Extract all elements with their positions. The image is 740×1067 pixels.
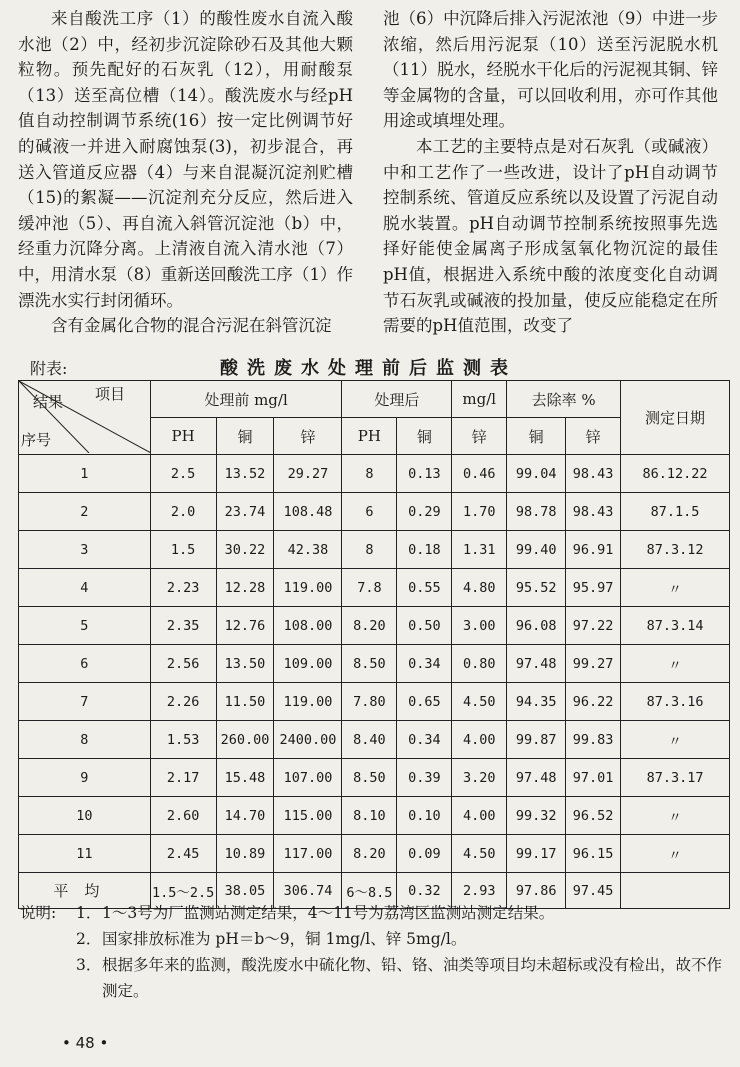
table-row [19, 683, 730, 721]
cell-removal-cu: 99.04 [507, 455, 566, 493]
cell-before-ph: 2.23 [150, 569, 216, 607]
cell-seq: 5 [19, 607, 151, 645]
table-row [19, 797, 730, 835]
notes-section [20, 900, 725, 1004]
cell-after-ph: 6 [342, 493, 397, 531]
cell-date: 〃 [621, 797, 730, 835]
cell-removal-zn: 96.52 [566, 797, 621, 835]
subhead-cu: 铜 [507, 418, 566, 455]
cell-date: 〃 [621, 645, 730, 683]
cell-before-zn: 109.00 [274, 645, 342, 683]
before-header: 处理前 mg/l [150, 381, 342, 418]
cell-date: 〃 [621, 835, 730, 873]
cell-before-zn: 115.00 [274, 797, 342, 835]
cell-seq: 11 [19, 835, 151, 873]
cell-after-zn: 1.31 [452, 531, 507, 569]
subhead-ph: PH [342, 418, 397, 455]
cell-before-cu: 11.50 [216, 683, 274, 721]
cell-after-zn: 2.93 [452, 873, 507, 909]
cell-removal-zn: 99.83 [566, 721, 621, 759]
after-unit-header: mg/l [452, 381, 507, 418]
cell-before-zn: 119.00 [274, 683, 342, 721]
cell-after-cu: 0.65 [397, 683, 452, 721]
cell-before-ph: 1.53 [150, 721, 216, 759]
cell-removal-zn: 96.15 [566, 835, 621, 873]
note-item [20, 926, 725, 952]
cell-after-zn: 1.70 [452, 493, 507, 531]
cell-before-cu: 14.70 [216, 797, 274, 835]
paragraph: 含有金属化合物的混合污泥在斜管沉淀 [51, 316, 332, 336]
cell-before-zn: 306.74 [274, 873, 342, 909]
corner-seq-label: 序号 [21, 431, 52, 449]
cell-before-cu: 10.89 [216, 835, 274, 873]
cell-before-cu: 38.05 [216, 873, 274, 909]
cell-removal-zn: 96.91 [566, 531, 621, 569]
cell-removal-cu: 99.32 [507, 797, 566, 835]
cell-before-ph: 2.5 [150, 455, 216, 493]
subhead-cu: 铜 [397, 418, 452, 455]
cell-after-cu: 0.13 [397, 455, 452, 493]
cell-before-ph: 2.0 [150, 493, 216, 531]
paragraph: 来自酸洗工序（1）的酸性废水自流入酸水池（2）中，经初步沉淀除砂石及其他大颗粒物。预先配好的石灰乳（12），用耐酸泵（13）送至高位槽（14）。酸洗废水与经pH值自动控制调节系统(16）按一定比例调节好的碱液一并进入耐腐蚀泵(3)，初步混合，再送入管道反应器（4）与来自混凝沉淀剂贮槽（15)的絮凝——沉淀剂充分反应，然后进入缓冲池（5）、再自流入斜管沉淀池（b）中，经重力沉降分离。上清液自流入清水池（7）中，用清水泵（8）重新送回酸洗工序（1）作漂洗水实行封闭循环。 [18, 9, 353, 310]
cell-before-ph: 2.60 [150, 797, 216, 835]
cell-after-zn: 0.80 [452, 645, 507, 683]
corner-result-label: 结果 [33, 393, 64, 411]
subhead-zn: 锌 [452, 418, 507, 455]
cell-before-ph: 2.56 [150, 645, 216, 683]
cell-removal-cu: 95.52 [507, 569, 566, 607]
cell-removal-cu: 96.08 [507, 607, 566, 645]
note-number: 3． [76, 956, 102, 974]
note-number: 1． [76, 904, 102, 922]
page-number: • 48 • [62, 1034, 109, 1052]
cell-date: 86.12.22 [621, 455, 730, 493]
cell-after-ph: 7.80 [342, 683, 397, 721]
cell-after-zn: 4.80 [452, 569, 507, 607]
cell-after-ph: 7.8 [342, 569, 397, 607]
cell-before-ph: 1.5 [150, 531, 216, 569]
cell-seq: 1 [19, 455, 151, 493]
subhead-cu: 铜 [216, 418, 274, 455]
cell-removal-zn: 98.43 [566, 455, 621, 493]
table-prefix: 附表: [30, 359, 68, 378]
cell-before-cu: 15.48 [216, 759, 274, 797]
cell-seq: 7 [19, 683, 151, 721]
cell-after-cu: 0.50 [397, 607, 452, 645]
cell-removal-zn: 97.22 [566, 607, 621, 645]
cell-seq: 3 [19, 531, 151, 569]
cell-after-ph: 8 [342, 455, 397, 493]
cell-date: 87.3.16 [621, 683, 730, 721]
corner-item-label: 项目 [95, 385, 126, 403]
cell-after-zn: 4.00 [452, 721, 507, 759]
cell-seq: 2 [19, 493, 151, 531]
cell-before-zn: 2400.00 [274, 721, 342, 759]
subhead-ph: PH [150, 418, 216, 455]
cell-date: 87.3.17 [621, 759, 730, 797]
cell-after-cu: 0.10 [397, 797, 452, 835]
cell-after-cu: 0.09 [397, 835, 452, 873]
cell-date: 87.3.12 [621, 531, 730, 569]
cell-removal-zn: 97.01 [566, 759, 621, 797]
cell-before-cu: 12.28 [216, 569, 274, 607]
note-number: 2． [76, 930, 102, 948]
cell-removal-cu: 94.35 [507, 683, 566, 721]
right-text-column [383, 6, 718, 339]
cell-after-cu: 0.32 [397, 873, 452, 909]
table-row [19, 607, 730, 645]
after-header: 处理后 [342, 381, 452, 418]
cell-after-ph: 8 [342, 531, 397, 569]
table-row [19, 493, 730, 531]
cell-seq: 10 [19, 797, 151, 835]
cell-removal-cu: 97.48 [507, 645, 566, 683]
cell-date: 87.1.5 [621, 493, 730, 531]
removal-header: 去除率 % [507, 381, 621, 418]
table-row [19, 455, 730, 493]
table-row [19, 569, 730, 607]
cell-before-ph: 2.17 [150, 759, 216, 797]
cell-removal-zn: 95.97 [566, 569, 621, 607]
note-text: 根据多年来的监测，酸洗废水中硫化物、铅、铬、油类等项目均未超标或没有检出，故不作测定。 [102, 956, 723, 1000]
cell-before-zn: 108.48 [274, 493, 342, 531]
cell-after-zn: 3.20 [452, 759, 507, 797]
cell-after-cu: 0.39 [397, 759, 452, 797]
cell-after-ph: 8.20 [342, 607, 397, 645]
table-caption [20, 350, 720, 380]
cell-before-zn: 29.27 [274, 455, 342, 493]
cell-after-cu: 0.29 [397, 493, 452, 531]
cell-after-ph: 8.20 [342, 835, 397, 873]
cell-before-zn: 107.00 [274, 759, 342, 797]
cell-date: 87.3.14 [621, 607, 730, 645]
cell-after-ph: 8.40 [342, 721, 397, 759]
cell-removal-cu: 99.40 [507, 531, 566, 569]
left-text-column [18, 6, 353, 339]
table-corner-header [19, 381, 151, 455]
cell-date: 〃 [621, 721, 730, 759]
cell-after-ph: 6～8.5 [342, 873, 397, 909]
cell-removal-cu: 98.78 [507, 493, 566, 531]
cell-before-cu: 23.74 [216, 493, 274, 531]
cell-after-cu: 0.55 [397, 569, 452, 607]
cell-before-ph: 2.35 [150, 607, 216, 645]
cell-seq: 6 [19, 645, 151, 683]
table-row [19, 759, 730, 797]
date-header: 测定日期 [621, 381, 730, 455]
cell-after-cu: 0.34 [397, 721, 452, 759]
cell-before-cu: 13.50 [216, 645, 274, 683]
cell-before-zn: 42.38 [274, 531, 342, 569]
cell-date: 〃 [621, 569, 730, 607]
cell-removal-cu: 99.87 [507, 721, 566, 759]
cell-removal-zn: 99.27 [566, 645, 621, 683]
cell-before-cu: 12.76 [216, 607, 274, 645]
cell-after-ph: 8.50 [342, 645, 397, 683]
cell-before-ph: 2.45 [150, 835, 216, 873]
cell-before-cu: 260.00 [216, 721, 274, 759]
note-text: 1～3号为厂监测站测定结果，4～11号为荔湾区监测站测定结果。 [102, 904, 555, 922]
cell-after-zn: 3.00 [452, 607, 507, 645]
cell-after-zn: 4.00 [452, 797, 507, 835]
cell-seq: 4 [19, 569, 151, 607]
cell-after-zn: 4.50 [452, 683, 507, 721]
cell-removal-cu: 99.17 [507, 835, 566, 873]
table-row [19, 835, 730, 873]
table-row [19, 721, 730, 759]
average-label: 平均 [19, 873, 151, 909]
cell-before-zn: 108.00 [274, 607, 342, 645]
cell-after-ph: 8.50 [342, 759, 397, 797]
cell-removal-zn: 96.22 [566, 683, 621, 721]
cell-after-zn: 4.50 [452, 835, 507, 873]
table-body [19, 455, 730, 873]
notes-heading: 说明: [20, 904, 57, 922]
cell-before-zn: 119.00 [274, 569, 342, 607]
cell-seq: 9 [19, 759, 151, 797]
cell-seq: 8 [19, 721, 151, 759]
table-row [19, 645, 730, 683]
cell-before-ph: 1.5～2.5 [150, 873, 216, 909]
note-item [20, 952, 725, 1004]
cell-before-ph: 2.26 [150, 683, 216, 721]
table-row [19, 531, 730, 569]
cell-before-cu: 13.52 [216, 455, 274, 493]
cell-after-zn: 0.46 [452, 455, 507, 493]
cell-before-cu: 30.22 [216, 531, 274, 569]
monitoring-table [18, 380, 730, 909]
paragraph: 本工艺的主要特点是对石灰乳（或碱液）中和工艺作了一些改进，设计了pH自动调节控制系统、管道反应系统以及设置了污泥自动脱水装置。pH自动调节控制系统按照事先选择好能使金属离子形成氢氧化物沉淀的最佳pH值，根据进入系统中酸的浓度变化自动调节石灰乳或碱液的投加量，使反应能稳定在所需要的pH值范围，改变了 [383, 136, 718, 336]
note-item [20, 900, 725, 926]
subhead-zn: 锌 [566, 418, 621, 455]
paragraph: 池（6）中沉降后排入污泥浓池（9）中进一步浓缩，然后用污泥泵（10）送至污泥脱水机（11）脱水，经脱水干化后的污泥视其铜、锌等金属物的含量，可以回收利用，亦可作其他用途或填埋处理。 [383, 9, 718, 131]
cell-removal-cu: 97.48 [507, 759, 566, 797]
note-text: 国家排放标准为 pH＝b～9，铜 1mg/l、锌 5mg/l。 [102, 930, 467, 948]
cell-before-zn: 117.00 [274, 835, 342, 873]
cell-after-cu: 0.34 [397, 645, 452, 683]
cell-removal-cu: 97.86 [507, 873, 566, 909]
cell-after-ph: 8.10 [342, 797, 397, 835]
table-title: 酸洗废水处理前后监测表 [220, 358, 517, 379]
cell-removal-zn: 97.45 [566, 873, 621, 909]
subhead-zn: 锌 [274, 418, 342, 455]
cell-after-cu: 0.18 [397, 531, 452, 569]
cell-removal-zn: 98.43 [566, 493, 621, 531]
